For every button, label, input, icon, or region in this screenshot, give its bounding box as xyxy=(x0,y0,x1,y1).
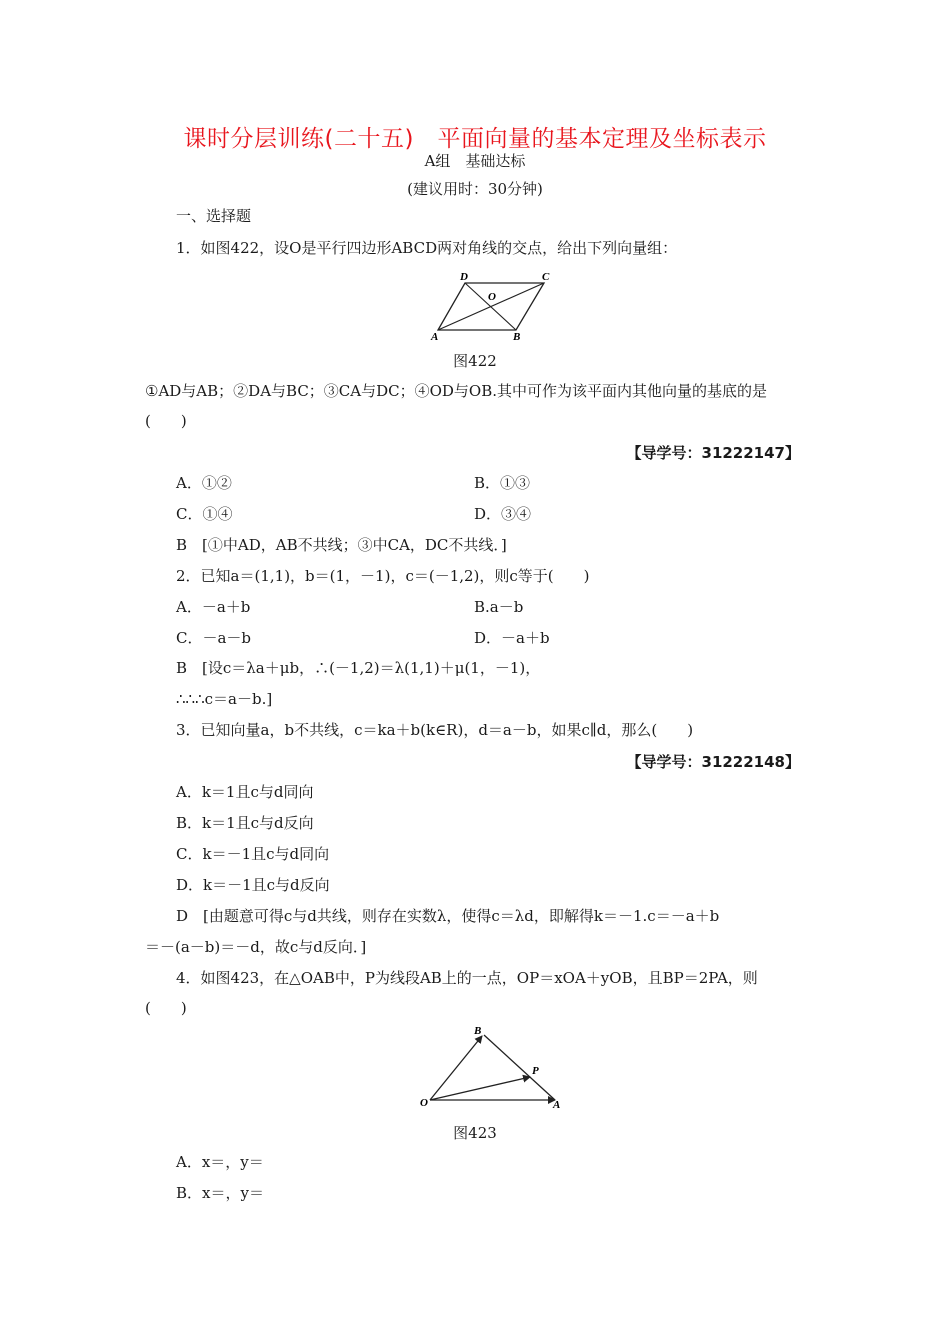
label-B: B xyxy=(513,331,521,342)
q1-stem: 1．如图422，设O是平行四边形ABCD两对角线的交点，给出下列向量组： xyxy=(176,239,678,257)
q3-answer-line-2: ＝－(a－b)＝－d，故c与d反向．] xyxy=(145,938,367,956)
q2-option-b: B.a－b xyxy=(474,598,524,616)
q1-guide-number: 【导学号：31222147】 xyxy=(626,444,800,462)
q4-paren: ( ) xyxy=(145,999,187,1017)
q3-option-a: A．k＝1且c与d同向 xyxy=(176,783,314,801)
q3-guide-number: 【导学号：31222148】 xyxy=(626,753,800,771)
label-C: C xyxy=(542,271,550,283)
group-heading: A组 基础达标 xyxy=(424,152,526,170)
q1-items: ①AD与AB；②DA与BC；③CA与DC；④OD与OB.其中可作为该平面内其他向量的基底的是 xyxy=(145,382,768,400)
q1-answer: B [①中AD，AB不共线；③中CA，DC不共线．] xyxy=(176,536,507,554)
label-O: O xyxy=(488,291,496,303)
q3-answer-line-1: D [由题意可得c与d共线，则存在实数λ，使得c＝λd，即解得k＝－1.c＝－a＋b xyxy=(176,907,720,925)
q1-option-c: C．①④ xyxy=(176,505,233,523)
q3-stem: 3．已知向量a，b不共线，c＝ka＋b(k∈R)，d＝a－b，如果c∥d，那么( ) xyxy=(176,721,694,739)
q2-stem: 2．已知a＝(1,1)，b＝(1，－1)，c＝(－1,2)，则c等于( ) xyxy=(176,567,590,585)
label-A: A xyxy=(431,331,439,342)
q1-option-b: B．①③ xyxy=(474,474,531,492)
q1-paren: ( ) xyxy=(145,412,187,430)
suggested-time: (建议用时：30分钟) xyxy=(407,180,543,198)
figure-422-parallelogram xyxy=(420,266,560,342)
q2-option-a: A．－a＋b xyxy=(176,598,251,616)
page-title: 课时分层训练(二十五) 平面向量的基本定理及坐标表示 xyxy=(183,126,767,152)
figure-422-caption: 图422 xyxy=(453,352,497,370)
q2-answer-line-2: ∴∴∴c＝a－b.] xyxy=(176,690,273,708)
q1-option-d: D．③④ xyxy=(474,505,532,523)
q4-stem: 4．如图423，在△OAB中，P为线段AB上的一点，OP＝xOA＋yOB，且BP＝2PA，则 xyxy=(176,969,758,987)
figure-423-caption: 图423 xyxy=(453,1124,497,1142)
section-heading: 一、选择题 xyxy=(176,207,252,225)
q1-option-a: A．①② xyxy=(176,474,232,492)
q3-option-c: C．k＝－1且c与d同向 xyxy=(176,845,330,863)
q2-option-d: D．－a＋b xyxy=(474,629,550,647)
label-A: A xyxy=(553,1099,561,1111)
q3-option-d: D．k＝－1且c与d反向 xyxy=(176,876,330,894)
label-O: O xyxy=(420,1097,428,1109)
q2-answer-line-1: B [设c＝λa＋μb，∴(－1,2)＝λ(1,1)＋μ(1，－1)， xyxy=(176,659,541,677)
label-D: D xyxy=(460,271,468,283)
q3-option-b: B．k＝1且c与d反向 xyxy=(176,814,314,832)
label-B: B xyxy=(474,1025,482,1037)
q4-option-a: A．x＝，y＝ xyxy=(176,1153,264,1171)
q4-option-b: B．x＝，y＝ xyxy=(176,1184,264,1202)
figure-423-triangle xyxy=(414,1022,570,1114)
q2-option-c: C．－a－b xyxy=(176,629,252,647)
label-P: P xyxy=(532,1065,539,1077)
